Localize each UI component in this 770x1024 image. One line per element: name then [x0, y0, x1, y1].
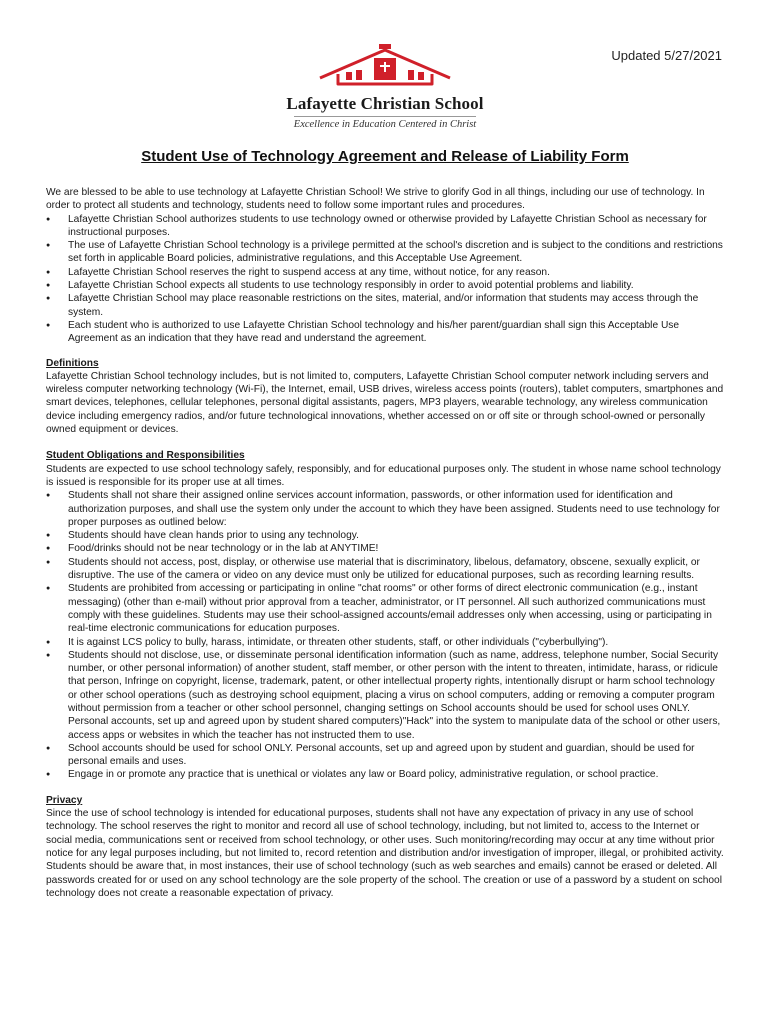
intro-bullet: ● The use of Lafayette Christian School technology is a privilege permitted at the school's discretion and is subject to the conditions and restrictions set forth in applicable Board policies, administrative regulations, and this Acceptable Use Agreement. [68, 239, 726, 266]
obligations-bullet-list [46, 489, 726, 782]
intro-paragraph: We are blessed to be able to use technology at Lafayette Christian School! We strive to glorify God in all things, including our use of technology. In order to protect all students and technology, students need to follow some important rules and procedures. [46, 187, 705, 212]
obligation-bullet: ● It is against LCS policy to bully, harass, intimidate, or threaten other students, staff, or other individuals ("cyberbullying"). [68, 636, 726, 649]
obligation-bullet: ● Food/drinks should not be near technology or in the lab at ANYTIME! [68, 542, 726, 555]
school-logo [278, 44, 492, 132]
obligation-bullet: ● Students should have clean hands prior to using any technology. [68, 529, 726, 542]
intro-bullet: ● Lafayette Christian School may place reasonable restrictions on the sites, material, and/or information that students may access through the system. [68, 292, 726, 319]
intro-bullet: ● Lafayette Christian School authorizes students to use technology owned or otherwise provided by Lafayette Christian School as necessary for instructional purposes. [68, 213, 726, 240]
agreement-body [46, 186, 726, 900]
intro-bullet: ● Lafayette Christian School reserves the right to suspend access at any time, without notice, for any reason. [68, 266, 726, 279]
schoolhouse-icon [310, 44, 460, 92]
obligation-bullet: ● Engage in or promote any practice that is unethical or violates any law or Board policy, administrative regulation, or school practice. [68, 768, 726, 781]
definitions-text: Lafayette Christian School technology includes, but is not limited to, computers, Lafayette Christian School computer network including servers and wireless computer networking technology (Wi-Fi), the Internet, email, USB drives, wireless access points (routers), tablet computers, smartphones and smart devices, telephones, cellular telephones, personal digital assistants, pagers, MP3 players, wearable technology, any wireless communication device including emergency radios, and/or future technological innovations, whether accessed on or off site or through school-owned or personally owned equipment or devices. [46, 370, 724, 436]
intro-bullet: ● Lafayette Christian School expects all students to use technology responsibly in order to avoid potential problems and liability. [68, 279, 726, 292]
obligation-bullet: ● Students shall not share their assigned online services account information, passwords, or other information used for identification and authorization purposes, and shall use the system only under the account to which they have been assigned. Students need to use technology for proper purposes as outlined below: [68, 489, 726, 529]
obligation-bullet: ● Students should not disclose, use, or disseminate personal identification information (such as name, address, telephone number, Social Security number, or other personal information) of another student, staff member, or other person with the intent to threaten, intimidate, harass, or ridicule that person, Infringe on copyright, license, trademark, patent, or other intellectual property rights, intentionally disrupt or harm school technology or other school operations (such as destroying school equipment, placing a virus on school computers, adding or removing a computer program without permission from a teacher or other school personnel, changing settings on School accounts should be used for school uses ONLY. Personal accounts, set up and agreed upon by student shared computers)"Hack" into the system to manipulate data of the school or other users, access apps or websites in which the teacher has not instructed them to use. [68, 649, 726, 742]
obligations-text: Students are expected to use school technology safely, responsibly, and for educational purposes only. The student in whose name school technology is issued is responsible for its proper use at all times. [46, 463, 721, 488]
school-name: Lafayette Christian School [286, 94, 484, 113]
form-title: Student Use of Technology Agreement and Release of Liability Form [141, 148, 629, 165]
privacy-heading: Privacy [46, 794, 83, 806]
updated-date: Updated 5/27/2021 [611, 48, 722, 63]
intro-bullet-list [46, 213, 726, 346]
obligations-heading: Student Obligations and Responsibilities [46, 450, 245, 462]
school-tagline: Excellence in Education Centered in Christ [294, 116, 476, 130]
obligation-bullet: ● School accounts should be used for school ONLY. Personal accounts, set up and agreed upon by student and guardian, should be used for personal emails and uses. [68, 742, 726, 769]
privacy-text: Since the use of school technology is intended for educational purposes, students shall not have any expectation of privacy in any use of school technology. The school reserves the right to monitor and record all use of school technology, including, but not limited to, access to the Internet or social media, communications sent or received from school technology, or other uses. Such monitoring/recording may occur at any time without prior notice for any legal purposes including, but not limited to, record retention and distribution and/or investigation of improper, illegal, or prohibited activity. Students should be aware that, in most instances, their use of school technology (such as web searches and emails) cannot be erased or deleted. All passwords created for or used on any school technology are the sole property of the school. The creation or use of a password by a student on school technology does not create a reasonable expectation of privacy. [46, 808, 724, 899]
intro-bullet: ● Each student who is authorized to use Lafayette Christian School technology and his/her parent/guardian shall sign this Acceptable Use Agreement as an indication that they have read and understand the agreement. [68, 319, 726, 346]
obligation-bullet: ● Students are prohibited from accessing or participating in online "chat rooms" or other forms of direct electronic communication (e.g., instant messaging) (other than e-mail) without prior approval from a teacher, administrator, or IT personnel. All such authorized communications must comply with these guidelines. Students may use their school-assigned accounts/email addresses only when accessing, using or participating in real-time electronic communications for education purposes. [68, 582, 726, 635]
definitions-heading: Definitions [46, 357, 99, 369]
obligation-bullet: ● Students should not access, post, display, or otherwise use material that is discriminatory, libelous, defamatory, obscene, sexually explicit, or disruptive. The use of the camera or video on any device must only be utilized for educational purposes, such as recording learning results. [68, 556, 726, 583]
